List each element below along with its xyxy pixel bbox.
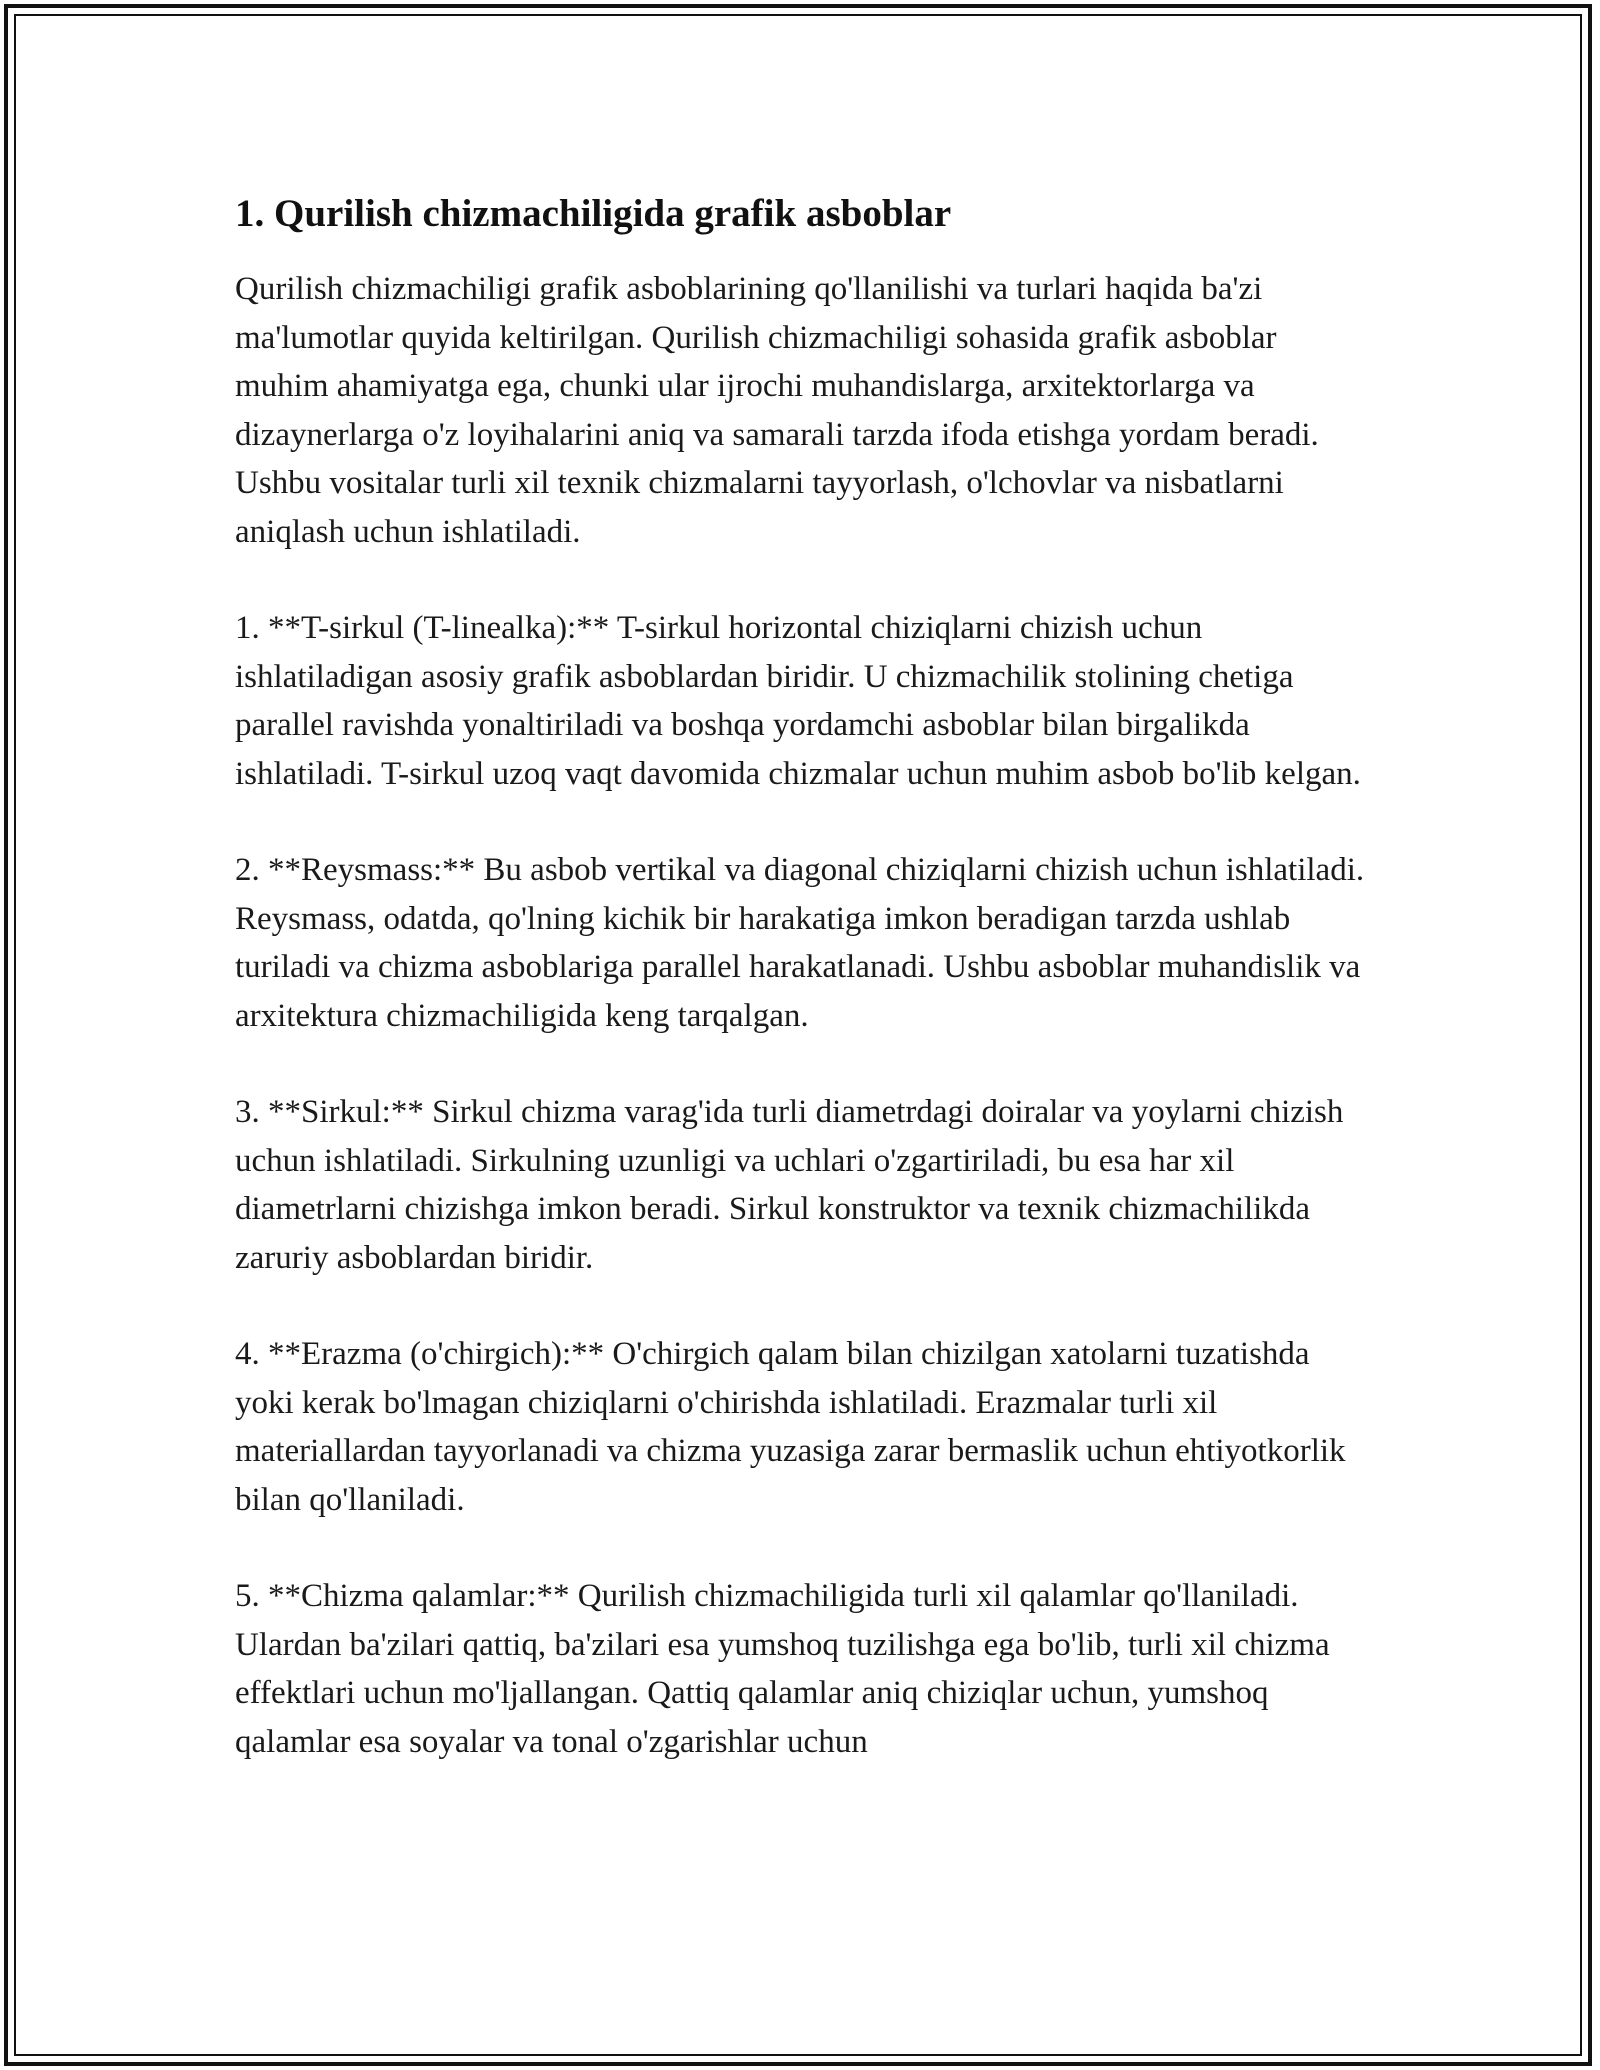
intro-paragraph: Qurilish chizmachiligi grafik asboblarining qo'llanilishi va turlari haqida ba'zi ma'lumotlar quyida keltirilgan. Qurilish chizmachiligi sohasida grafik asboblar muhim ahamiyatga ega, chunki ular ijrochi muhandislarga, arxitektorlarga va dizaynerlarga o'z loyihalarini aniq va samarali tarzda ifoda etishga yordam beradi. Ushbu vositalar turli xil texnik chizmalarni tayyorlash, o'lchovlar va nisbatlarni aniqlash uchun ishlatiladi.: [235, 271, 1319, 550]
item-sirkul-paragraph: 3. **Sirkul:** Sirkul chizma varag'ida turli diametrdagi doiralar va yoylarni chizish uchun ishlatiladi. Sirkulning uzunligi va uchlari o'zgartiriladi, bu esa har xil diametrlarni chizishga imkon beradi. Sirkul konstruktor va texnik chizmachilikda zaruriy asboblardan biridir.: [235, 1094, 1344, 1276]
item-t-sirkul-paragraph: 1. **T-sirkul (T-linealka):** T-sirkul horizontal chiziqlarni chizish uchun ishlatiladigan asosiy grafik asboblardan biridir. U chizmachilik stolining chetiga parallel ravishda yonaltiriladi va boshqa yordamchi asboblar bilan birgalikda ishlatiladi. T-sirkul uzoq vaqt davomida chizmalar uchun muhim asbob bo'lib kelgan.: [235, 610, 1361, 792]
page-title: 1. Qurilish chizmachiligida grafik asboblar: [235, 192, 952, 235]
item-chizma-qalamlar-paragraph: 5. **Chizma qalamlar:** Qurilish chizmachiligida turli xil qalamlar qo'llaniladi. Ulardan ba'zilari qattiq, ba'zilari esa yumshoq tuzilishga ega bo'lib, turli xil chizma effektlari uchun mo'ljallangan. Qattiq qalamlar aniq chiziqlar uchun, yumshoq qalamlar esa soyalar va tonal o'zgarishlar uchun: [235, 1578, 1330, 1760]
document-body: [235, 185, 1370, 1814]
item-erazma-paragraph: 4. **Erazma (o'chirgich):** O'chirgich qalam bilan chizilgan xatolarni tuzatishda yoki kerak bo'lmagan chiziqlarni o'chirishda ishlatiladi. Erazmalar turli xil materiallardan tayyorlanadi va chizma yuzasiga zarar bermaslik uchun ehtiyotkorlik bilan qo'llaniladi.: [235, 1336, 1346, 1518]
item-reysmass-paragraph: 2. **Reysmass:** Bu asbob vertikal va diagonal chiziqlarni chizish uchun ishlatiladi. Reysmass, odatda, qo'lning kichik bir harakatiga imkon beradigan tarzda ushlab turiladi va chizma asboblariga parallel harakatlanadi. Ushbu asboblar muhandislik va arxitektura chizmachiligida keng tarqalgan.: [235, 852, 1365, 1034]
